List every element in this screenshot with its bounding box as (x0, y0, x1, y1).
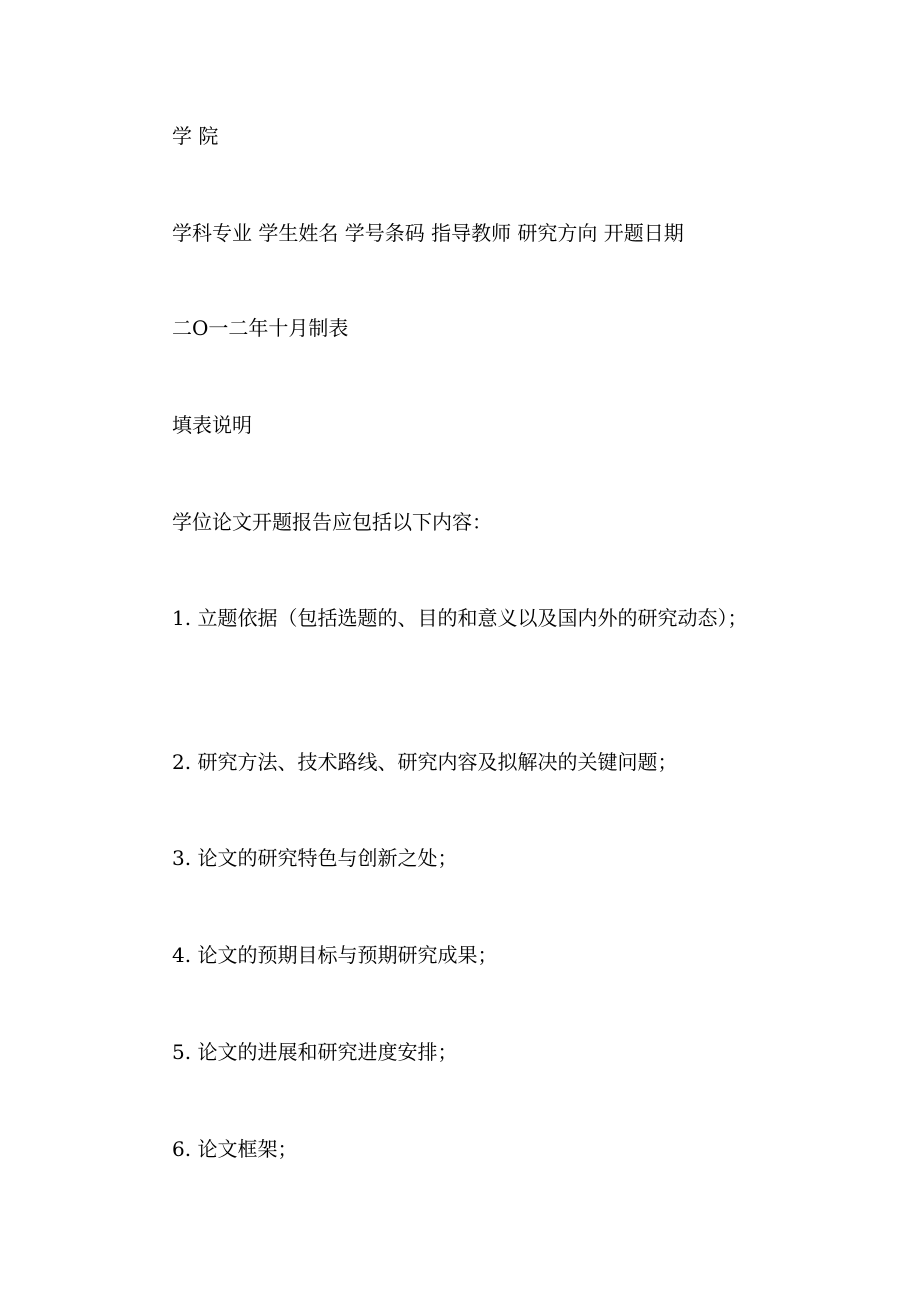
instructions-heading: 填表说明 (172, 413, 252, 437)
list-item: 6. 论文框架； (172, 1137, 298, 1161)
date-made-line: 二O一二年十月制表 (172, 316, 349, 340)
list-item: 2. 研究方法、技术路线、研究内容及拟解决的关键问题； (172, 750, 678, 774)
intro-line: 学位论文开题报告应包括以下内容： (172, 510, 492, 534)
list-item: 5. 论文的进展和研究进度安排； (172, 1040, 458, 1064)
college-label: 学 院 (172, 124, 219, 148)
list-item: 4. 论文的预期目标与预期研究成果； (172, 943, 498, 967)
list-item: 3. 论文的研究特色与创新之处； (172, 846, 458, 870)
list-item: 1. 立题依据（包括选题的、目的和意义以及国内外的研究动态）； (172, 606, 748, 630)
info-fields-line: 学科专业 学生姓名 学号条码 指导教师 研究方向 开题日期 (172, 221, 684, 245)
